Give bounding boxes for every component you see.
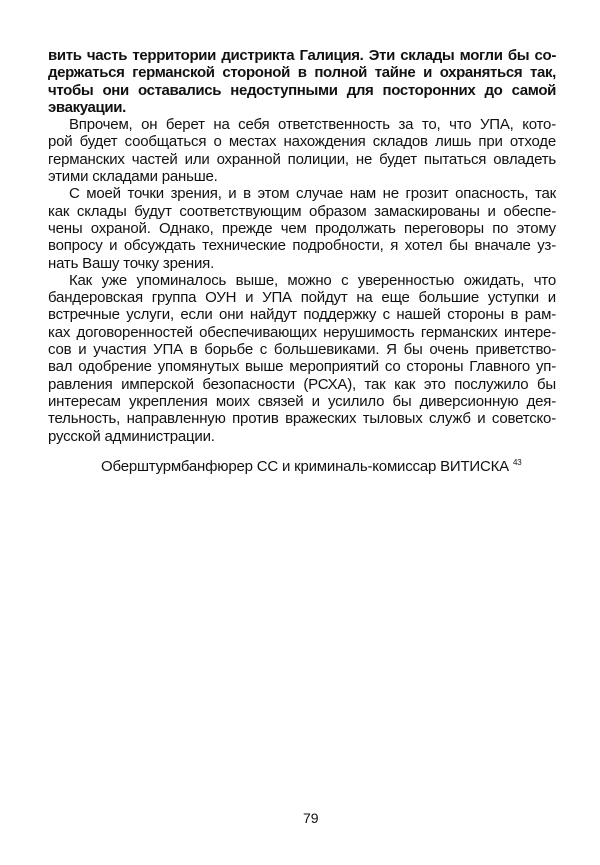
signature-text: Оберштурмбанфюрер СС и криминаль-комиссар ВИТИСКА [101,458,509,475]
paragraph-3 [48,185,556,271]
text-line: нать Вашу точку зрения. [48,254,215,272]
text-line: чены охраной. Однако, прежде чем продолжать переговоры по этому [48,219,556,237]
paragraph-4 [48,272,556,445]
text-line: Впрочем, он берет на себя ответственность за то, что УПА, кото- [69,116,556,134]
page-number: 79 [303,810,319,826]
text-line: этими складами раньше. [48,168,218,186]
text-line: держаться германской стороной в полной тайне и охраняться так, [48,64,556,82]
text-line: Как уже упоминалось выше, можно с уверенностью ожидать, что [69,271,556,289]
text-line: сов и участия УПА в борьбе с большевиками. Я бы очень приветство- [48,341,556,359]
text-line: тельность, направленную против вражеских тыловых служб и советско- [48,410,556,428]
text-line: вопросу и обсуждать технические подробности, я хотел бы вначале уз- [48,237,556,255]
text-line: встречные услуги, если они найдут поддержку с нашей стороны в рам- [48,306,556,324]
text-line: равления имперской безопасности (РСХА), так как это послужило бы [48,375,556,393]
text-line: чтобы они оставались недоступными для посторонних до самой [48,81,556,99]
text-line: германских частей или охранной полиции, не будет пытаться овладеть [48,150,556,168]
signature [101,458,522,476]
text-line: как склады будут соответствующим образом замаскированы и обеспе- [48,202,556,220]
text-line: эвакуации. [48,98,126,116]
text-line: рой будет сообщаться о местах нахождения складов лишь при отходе [48,133,556,151]
text-line: вить часть территории дистрикта Галиция. Эти склады могли бы со- [48,47,556,64]
paragraph-1 [48,47,556,116]
text-line: С моей точки зрения, и в этом случае нам не грозит опасность, так [69,185,556,203]
text-line: интересам укрепления моих связей и усилило бы диверсионную дея- [48,392,556,410]
text-line: вал одобрение упомянутых выше мероприятий со стороны Главного уп- [48,358,556,376]
footnote-reference: 43 [513,458,522,467]
text-line: русской администрации. [48,427,215,445]
text-line: бандеровская группа ОУН и УПА пойдут на еще большие уступки и [48,289,556,307]
paragraph-2 [48,116,556,185]
text-line: ках договоренностей обеспечивающих нерушимость германских интере- [48,323,556,341]
body-text [48,47,556,445]
